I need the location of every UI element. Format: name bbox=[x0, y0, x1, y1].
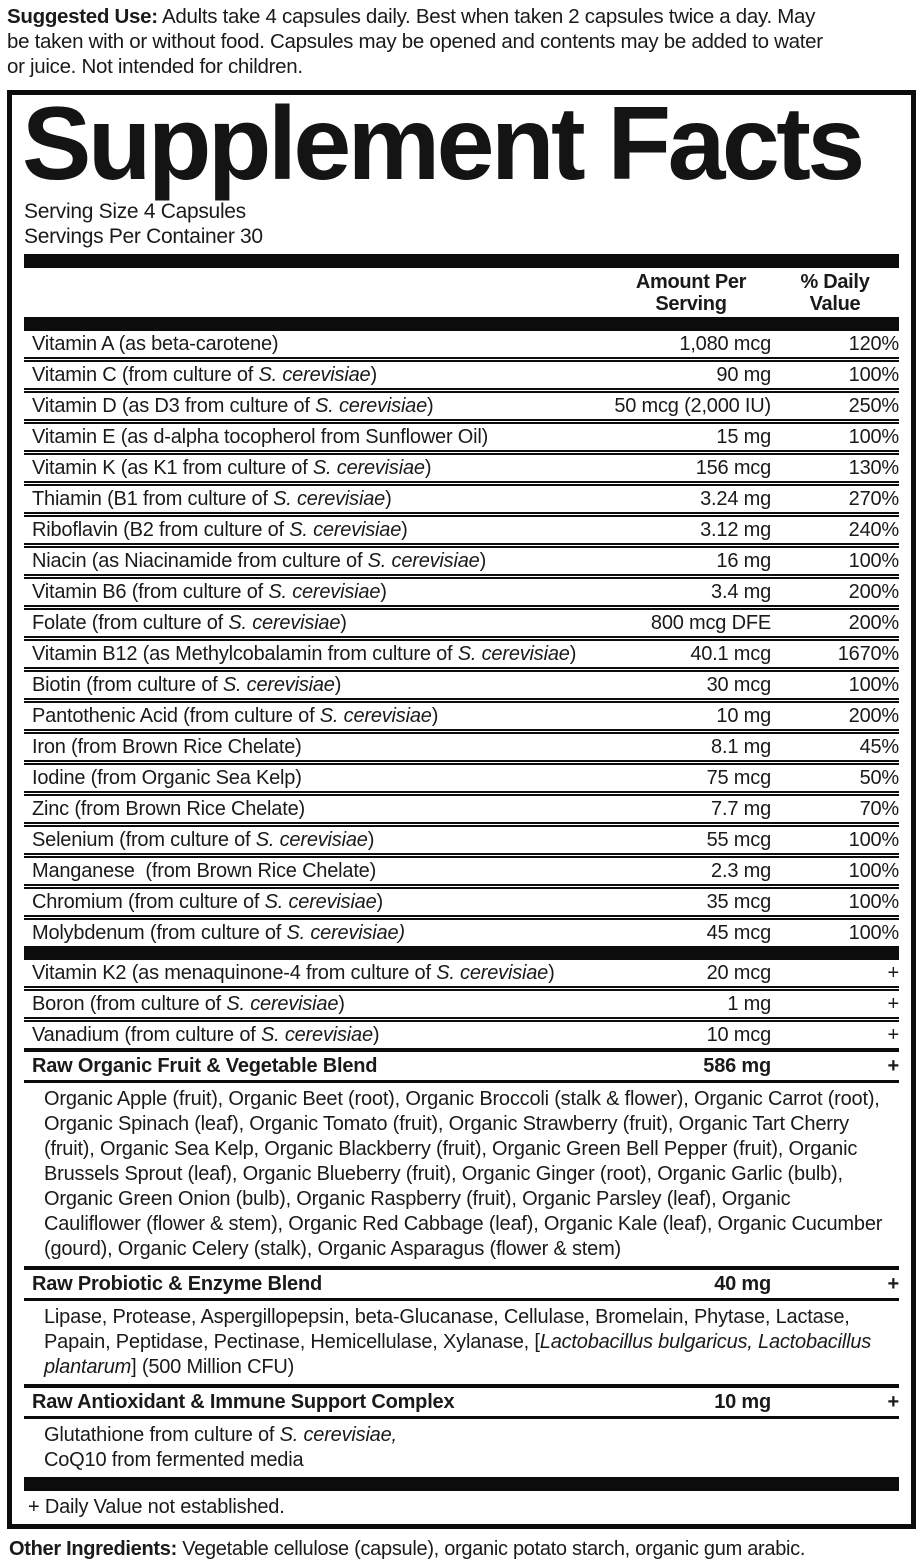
text-segment: Raw Antioxidant & Immune Support Complex bbox=[32, 1391, 455, 1413]
nutrient-row bbox=[24, 388, 899, 419]
text-segment: Vitamin C (from culture of bbox=[32, 364, 259, 386]
amount-per-serving-value: 10 mg bbox=[714, 1391, 771, 1413]
nutrient-row bbox=[24, 1017, 899, 1048]
suggested-use-label: Suggested Use: bbox=[7, 5, 158, 28]
suggested-use bbox=[7, 4, 825, 79]
text-segment: ) bbox=[376, 891, 384, 913]
dv-header-line2: Value bbox=[809, 293, 861, 315]
text-segment: ) bbox=[367, 829, 375, 851]
text-segment: ) bbox=[370, 364, 377, 386]
nutrient-row bbox=[24, 960, 899, 986]
nutrient-name bbox=[32, 395, 442, 417]
text-segment: Iodine (from Organic Sea Kelp) bbox=[32, 767, 302, 789]
scientific-name: S. cerevisiae bbox=[255, 829, 368, 851]
amount-per-serving-value: 55 mcg bbox=[706, 829, 771, 851]
nutrient-name bbox=[32, 612, 355, 634]
text-segment: Glutathione from culture of bbox=[44, 1424, 280, 1446]
text-segment: ) bbox=[569, 643, 577, 665]
nutrient-name bbox=[32, 581, 395, 603]
daily-value-percent: + bbox=[887, 1055, 899, 1077]
daily-value-header bbox=[771, 271, 899, 315]
scientific-name: S. cerevisiae bbox=[260, 1024, 373, 1046]
daily-value-percent: + bbox=[887, 962, 899, 984]
daily-value-percent: 250% bbox=[848, 395, 899, 417]
nutrient-row bbox=[24, 791, 899, 822]
text-segment: ) bbox=[334, 674, 342, 696]
scientific-name: S. cerevisiae bbox=[264, 891, 377, 913]
nutrient-name bbox=[32, 891, 391, 913]
nutrient-row bbox=[24, 605, 899, 636]
scientific-name: S. cerevisiae bbox=[289, 519, 402, 541]
nutrient-name bbox=[32, 519, 416, 541]
scientific-name: S. cerevisiae bbox=[367, 550, 480, 572]
nutrient-name bbox=[32, 1055, 385, 1077]
scientific-name: S. cerevisiae) bbox=[286, 922, 405, 944]
text-segment: ) bbox=[424, 457, 432, 479]
nutrient-row bbox=[24, 357, 899, 388]
text-segment: Thiamin (B1 from culture of bbox=[32, 488, 274, 510]
scientific-name: S. cerevisiae bbox=[268, 581, 381, 603]
text-segment: ] (500 Million CFU) bbox=[131, 1356, 295, 1378]
text-segment: Vanadium (from culture of bbox=[32, 1024, 261, 1046]
amount-per-serving-value: 3.24 mg bbox=[700, 488, 771, 510]
daily-value-percent: 100% bbox=[848, 860, 899, 882]
blend-header-row bbox=[24, 1266, 899, 1301]
nutrient-row bbox=[24, 636, 899, 667]
amount-header-line1: Amount Per bbox=[635, 271, 747, 293]
amount-per-serving-value: 20 mcg bbox=[706, 962, 771, 984]
amount-per-serving-value: 156 mcg bbox=[695, 457, 771, 479]
daily-value-footnote: + Daily Value not established. bbox=[28, 1496, 285, 1518]
amount-per-serving-value: 3.12 mg bbox=[700, 519, 771, 541]
suggested-use-text: Adults take 4 capsules daily. Best when taken 2 capsules twice a day. May be taken with or without food. Capsules may be opened and contents may be added to water or juice. Not intended for children. bbox=[7, 5, 823, 78]
amount-per-serving-value: 586 mg bbox=[703, 1055, 771, 1077]
nutrient-row bbox=[24, 822, 899, 853]
daily-value-percent: + bbox=[887, 1391, 899, 1413]
text-segment: Iron (from Brown Rice Chelate) bbox=[32, 736, 302, 758]
text-segment: Manganese (from Brown Rice Chelate) bbox=[32, 860, 377, 882]
nutrient-name bbox=[32, 1273, 330, 1295]
column-headers bbox=[24, 271, 899, 315]
amount-per-serving-value: 30 mcg bbox=[706, 674, 771, 696]
text-segment: Vitamin K2 (as menaquinone-4 from culture of bbox=[32, 962, 437, 984]
dv-header-line1: % Daily bbox=[800, 271, 870, 293]
nutrient-row bbox=[24, 729, 899, 760]
nutrient-row bbox=[24, 986, 899, 1017]
daily-value-percent: 100% bbox=[848, 550, 899, 572]
daily-value-percent: 50% bbox=[859, 767, 899, 789]
thick-divider-bar bbox=[24, 254, 899, 268]
text-segment: CoQ10 from fermented media bbox=[44, 1449, 304, 1471]
blend-header-row bbox=[24, 1048, 899, 1083]
text-segment: ) bbox=[340, 612, 347, 634]
amount-per-serving-value: 3.4 mg bbox=[711, 581, 771, 603]
amount-per-serving-value: 16 mg bbox=[716, 550, 771, 572]
text-segment: Raw Organic Fruit & Vegetable Blend bbox=[32, 1055, 378, 1077]
panel-title: Supplement Facts bbox=[22, 86, 862, 202]
nutrient-row bbox=[24, 512, 899, 543]
daily-value-percent: 1670% bbox=[837, 643, 899, 665]
nutrient-name bbox=[32, 993, 353, 1015]
nutrient-row bbox=[24, 698, 899, 729]
nutrient-name bbox=[32, 705, 446, 727]
nutrient-row bbox=[24, 481, 899, 512]
text-segment: ) bbox=[479, 550, 487, 572]
scientific-name: S. cerevisiae bbox=[273, 488, 386, 510]
nutrient-row bbox=[24, 667, 899, 698]
text-segment: Lipase, Protease, Aspergillopepsin, beta-Glucanase, Cellulase, Bromelain, Phytase, Lactase, Papain, Peptidase, Pectinase, Hemicellulase, Xylanase, [ bbox=[44, 1306, 850, 1353]
nutrient-name bbox=[32, 674, 349, 696]
scientific-name: S. cerevisiae bbox=[222, 674, 335, 696]
text-segment: Vitamin K (as K1 from culture of bbox=[32, 457, 313, 479]
daily-value-percent: 200% bbox=[848, 705, 899, 727]
text-segment: Niacin (as Niacinamide from culture of bbox=[32, 550, 368, 572]
text-segment: ) bbox=[385, 488, 392, 510]
text-segment: Riboflavin (B2 from culture of bbox=[32, 519, 290, 541]
scientific-name: S. cerevisiae bbox=[436, 962, 549, 984]
amount-per-serving-value: 7.7 mg bbox=[711, 798, 771, 820]
amount-per-serving-value: 1,080 mcg bbox=[679, 333, 771, 355]
text-segment: Vitamin D (as D3 from culture of bbox=[32, 395, 316, 417]
text-segment: Raw Probiotic & Enzyme Blend bbox=[32, 1273, 323, 1295]
nutrient-row bbox=[24, 853, 899, 884]
nutrient-row bbox=[24, 419, 899, 450]
blend-detail bbox=[24, 1301, 899, 1384]
text-segment: Chromium (from culture of bbox=[32, 891, 265, 913]
nutrient-name bbox=[32, 922, 413, 944]
nutrient-row bbox=[24, 760, 899, 791]
amount-per-serving-value: 8.1 mg bbox=[711, 736, 771, 758]
daily-value-percent: 200% bbox=[848, 581, 899, 603]
daily-value-percent: 70% bbox=[859, 798, 899, 820]
nutrient-name bbox=[32, 333, 286, 355]
nutrient-name bbox=[32, 488, 400, 510]
nutrient-name bbox=[32, 550, 494, 572]
amount-per-serving-value: 45 mcg bbox=[706, 922, 771, 944]
nutrient-row bbox=[24, 450, 899, 481]
nutrient-name bbox=[32, 860, 384, 882]
amount-per-serving-value: 90 mg bbox=[716, 364, 771, 386]
text-segment: ) bbox=[338, 993, 345, 1015]
amount-per-serving-header bbox=[611, 271, 771, 315]
daily-value-percent: 100% bbox=[848, 674, 899, 696]
nutrient-row bbox=[24, 915, 899, 946]
daily-value-percent: + bbox=[887, 1273, 899, 1295]
text-segment: ) bbox=[401, 519, 408, 541]
text-segment: Organic Apple (fruit), Organic Beet (root), Organic Broccoli (stalk & flower), Organic Carrot (root), Organic Spinach (leaf), Organic Tomato (fruit), Organic Strawberry (fruit), Organic Tart Cherry (fruit), Organic Sea Kelp, Organic Blackberry (fruit), Organic Green Bell Pepper (fruit), Organic Brussels Sprout (leaf), Organic Blueberry (fruit), Organic Ginger (root), Organic Garlic (bulb), Organic Green Onion (bulb), Organic Raspberry (fruit), Organic Parsley (leaf), Organic Cauliflower (flower & stem), Organic Red Cabbage (leaf), Organic Kale (leaf), Organic Cucumber (gourd), Organic Celery (stalk), Organic Asparagus (flower & stem) bbox=[44, 1088, 883, 1260]
scientific-name: S. cerevisiae, bbox=[279, 1424, 397, 1446]
daily-value-percent: 100% bbox=[848, 829, 899, 851]
text-segment: ) bbox=[372, 1024, 380, 1046]
daily-value-percent: 120% bbox=[848, 333, 899, 355]
daily-value-percent: 100% bbox=[848, 922, 899, 944]
supplement-facts-panel bbox=[7, 86, 916, 1529]
thick-divider-bar bbox=[24, 1477, 899, 1491]
no-daily-value-rows-section bbox=[24, 960, 899, 1048]
daily-value-percent: 130% bbox=[848, 457, 899, 479]
nutrient-row bbox=[24, 331, 899, 357]
nutrient-row bbox=[24, 543, 899, 574]
text-segment: Pantothenic Acid (from culture of bbox=[32, 705, 320, 727]
nutrient-rows-section bbox=[24, 331, 899, 946]
thick-divider-bar bbox=[24, 317, 899, 331]
text-segment: Molybdenum (from culture of bbox=[32, 922, 287, 944]
scientific-name: S. cerevisiae bbox=[315, 395, 428, 417]
nutrient-name bbox=[32, 767, 310, 789]
daily-value-percent: 270% bbox=[848, 488, 899, 510]
amount-header-line2: Serving bbox=[655, 293, 727, 315]
amount-per-serving-value: 15 mg bbox=[716, 426, 771, 448]
text-segment: Vitamin A (as beta-carotene) bbox=[32, 333, 279, 355]
nutrient-name bbox=[32, 962, 563, 984]
text-segment: ) bbox=[380, 581, 387, 603]
scientific-name: Lactobacillus bulgaricus, Lactobacillus plantarum bbox=[44, 1331, 872, 1378]
text-segment: ) bbox=[548, 962, 555, 984]
scientific-name: S. cerevisiae bbox=[226, 993, 339, 1015]
nutrient-name bbox=[32, 798, 313, 820]
blend-sections bbox=[24, 1048, 899, 1477]
amount-per-serving-value: 10 mcg bbox=[706, 1024, 771, 1046]
daily-value-percent: 100% bbox=[848, 426, 899, 448]
scientific-name: S. cerevisiae bbox=[228, 612, 341, 634]
scientific-name: S. cerevisiae bbox=[457, 643, 570, 665]
amount-per-serving-value: 40 mg bbox=[714, 1273, 771, 1295]
nutrient-name bbox=[32, 457, 439, 479]
daily-value-percent: 100% bbox=[848, 891, 899, 913]
nutrient-name bbox=[32, 426, 496, 448]
daily-value-percent: 100% bbox=[848, 364, 899, 386]
text-segment: Folate (from culture of bbox=[32, 612, 229, 634]
nutrient-name bbox=[32, 829, 382, 851]
other-ingredients bbox=[9, 1538, 916, 1561]
other-ingredients-label: Other Ingredients: bbox=[9, 1538, 177, 1560]
text-segment: ) bbox=[427, 395, 434, 417]
other-ingredients-text: Vegetable cellulose (capsule), organic potato starch, organic gum arabic. bbox=[176, 1538, 806, 1560]
nutrient-row bbox=[24, 574, 899, 605]
blend-detail bbox=[24, 1083, 899, 1266]
text-segment: Boron (from culture of bbox=[32, 993, 227, 1015]
nutrient-name bbox=[32, 1024, 387, 1046]
text-segment: Selenium (from culture of bbox=[32, 829, 256, 851]
nutrient-name bbox=[32, 643, 584, 665]
nutrient-name bbox=[32, 736, 310, 758]
nutrient-name bbox=[32, 1391, 462, 1413]
scientific-name: S. cerevisiae bbox=[258, 364, 371, 386]
blend-header-row bbox=[24, 1384, 899, 1419]
daily-value-percent: 45% bbox=[859, 736, 899, 758]
amount-per-serving-value: 2.3 mg bbox=[711, 860, 771, 882]
text-segment: Vitamin B6 (from culture of bbox=[32, 581, 269, 603]
amount-per-serving-value: 75 mcg bbox=[706, 767, 771, 789]
daily-value-percent: 200% bbox=[848, 612, 899, 634]
text-segment: ) bbox=[431, 705, 439, 727]
amount-per-serving-value: 50 mcg (2,000 IU) bbox=[614, 395, 771, 417]
servings-per-container: Servings Per Container 30 bbox=[24, 225, 263, 248]
scientific-name: S. cerevisiae bbox=[312, 457, 425, 479]
daily-value-percent: + bbox=[887, 993, 899, 1015]
daily-value-percent: + bbox=[887, 1024, 899, 1046]
daily-value-percent: 240% bbox=[848, 519, 899, 541]
amount-per-serving-value: 35 mcg bbox=[706, 891, 771, 913]
amount-per-serving-value: 1 mg bbox=[727, 993, 771, 1015]
serving-size: Serving Size 4 Capsules bbox=[24, 200, 246, 223]
text-segment: Vitamin B12 (as Methylcobalamin from culture of bbox=[32, 643, 458, 665]
amount-per-serving-value: 40.1 mcg bbox=[690, 643, 771, 665]
amount-per-serving-value: 800 mcg DFE bbox=[650, 612, 771, 634]
nutrient-name bbox=[32, 364, 385, 386]
scientific-name: S. cerevisiae bbox=[319, 705, 432, 727]
text-segment: Vitamin E (as d-alpha tocopherol from Sunflower Oil) bbox=[32, 426, 489, 448]
thick-divider-bar bbox=[24, 946, 899, 960]
text-segment: Biotin (from culture of bbox=[32, 674, 223, 696]
nutrient-row bbox=[24, 884, 899, 915]
blend-detail bbox=[24, 1419, 899, 1477]
amount-per-serving-value: 10 mg bbox=[716, 705, 771, 727]
text-segment: Zinc (from Brown Rice Chelate) bbox=[32, 798, 305, 820]
